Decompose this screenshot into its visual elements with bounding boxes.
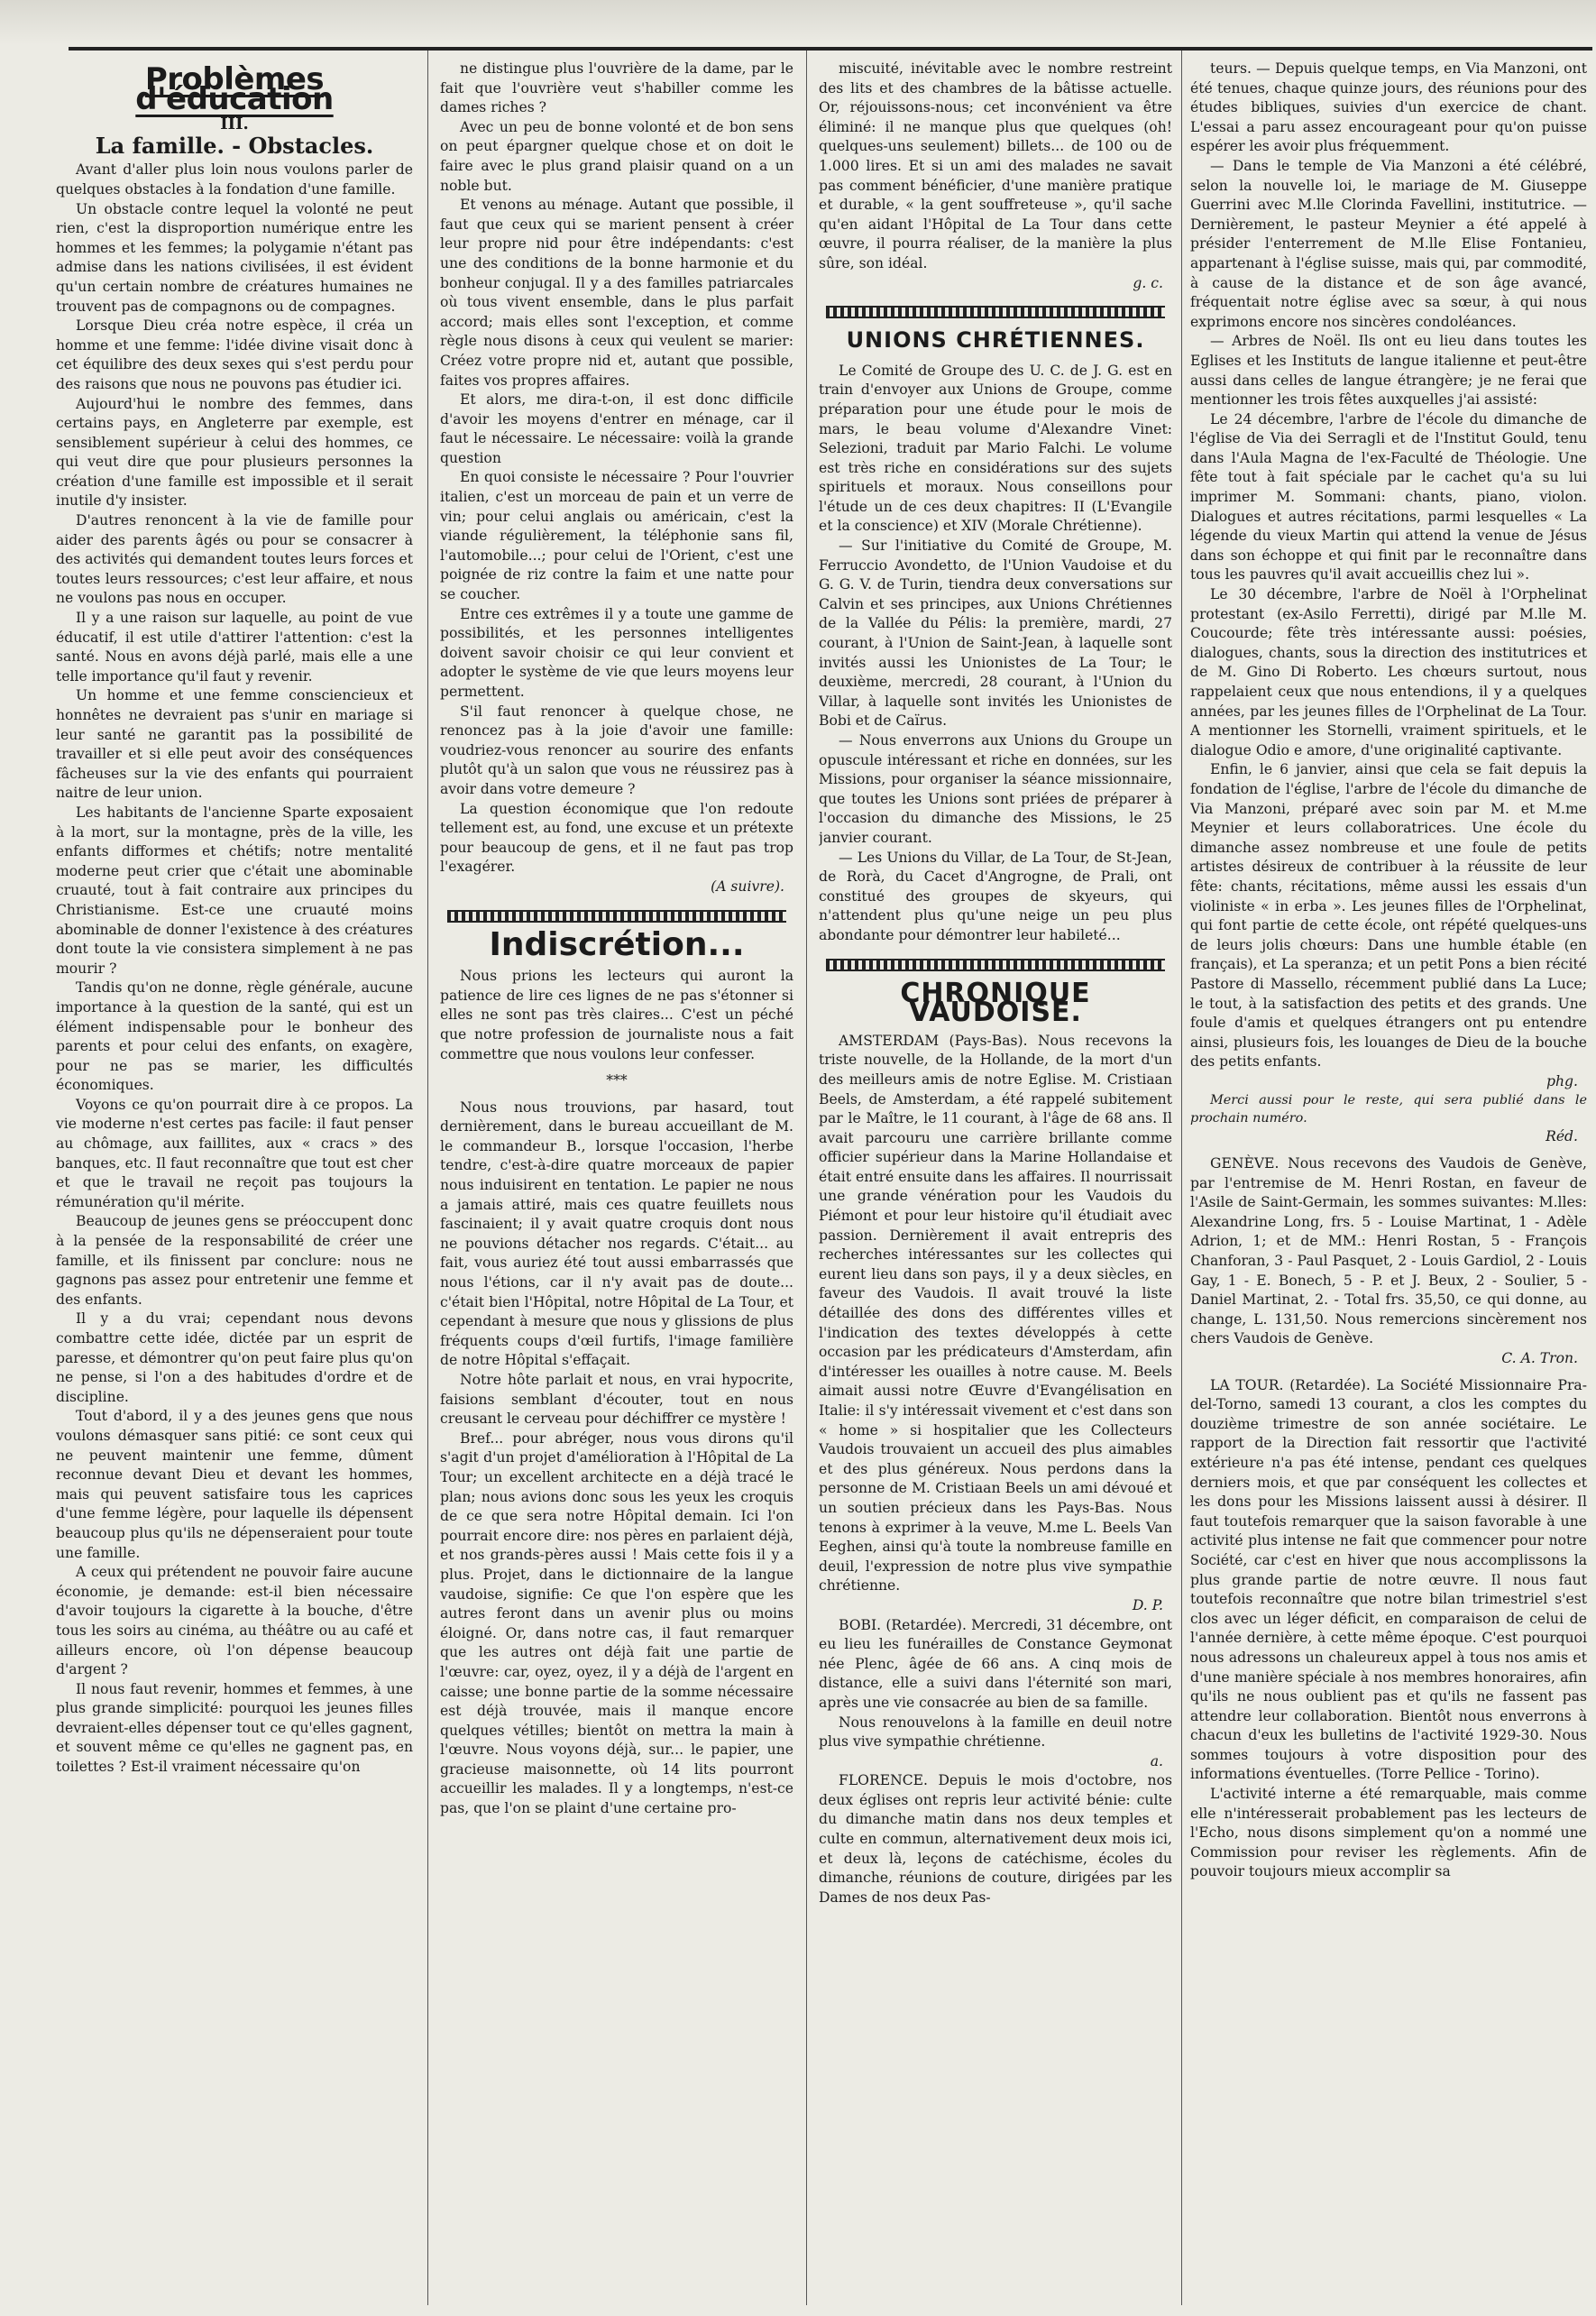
paragraph: Voyons ce qu'on pourrait dire à ce propos. La vie moderne n'est certes pas facile: il faut penser au chômage, aux faillites, aux « cracs » des banques, etc. Il faut reconnaître que tout est cher et que le travail ne reçoit pas toujours la rémunération qu'il mérite. — [56, 1096, 413, 1210]
paragraph: A ceux qui prétendent ne pouvoir faire aucune économie, je demande: est-il bien nécessaire d'avoir toujours la cigarette à la bouche, d'être tous les soirs au cinéma, au théâtre ou au café et ailleurs encore, où l'on dépense beaucoup d'argent ? — [56, 1564, 413, 1678]
paragraph: Il nous faut revenir, hommes et femmes, à une plus grande simplicité: pourquoi les jeunes filles devraient-elles dépenser tout ce qu'elles gagnent, et souvent même ce qu'elles ne gagnent pas, en toilettes ? Est-il vraiment nécessaire qu'on — [56, 1680, 413, 1776]
paragraph: Aujourd'hui le nombre des femmes, dans certains pays, en Angleterre par exemple, est sensiblement supérieur à celui des hommes, ce qui veut dire que pour plusieurs personnes la création d'une famille est impossible et il serait inutile d'y insister. — [56, 395, 413, 510]
paragraph: — Dans le temple de Via Manzoni a été célébré, selon la nouvelle loi, le mariage de M. Giuseppe Guerrini avec M.lle Clorinda Favellini, institutrice. — Dernièrement, le pasteur Meynier a été appelé à présider l'enterrement de M.lle Elise Fontanieu, appartenant à l'église suisse, mais qui, par commodité, à cause de la distance et de son âge avancé, fréquentait notre église avec sa sœur, à qui nous exprimons encore nos sincères condoléances. — [1190, 157, 1587, 330]
column-divider — [1181, 51, 1182, 2305]
paragraph: FLORENCE. Depuis le mois d'octobre, nos deux églises ont repris leur activité bénie: culte du dimanche matin dans nos deux temples et culte en commun, alternativement deux mois ici, et deux là, leçons de catéchisme, écoles du dimanche, réunions de couture, dirigées par les Dames de nos deux Pas- — [819, 1772, 1172, 1906]
paragraph: S'il faut renoncer à quelque chose, ne renoncez pas à la joie d'avoir une famille: voudriez-vous renoncer au sourire des enfants plutôt qu'à un salon que vous ne réussirez pas à avoir dans votre demeure ? — [440, 703, 793, 797]
paragraph: L'activité interne a été remarquable, mais comme elle n'intéresserait probablement pas les lecteurs de l'Echo, nous disons simplement qu'on a nommé une Commission pour reviser les règlements. Afin de pouvoir toujours mieux accomplir sa — [1190, 1786, 1587, 1880]
paragraph: Lorsque Dieu créa notre espèce, il créa un homme et une femme: l'idée divine visait donc à cet équilibre des deux sexes qui s'est perdu pour des raisons que nous ne pouvons pas étudier ici. — [56, 317, 413, 392]
signature: phg. — [1546, 1072, 1578, 1089]
paragraph: teurs. — Depuis quelque temps, en Via Manzoni, ont été tenues, chaque quinze jours, des réunions pour des études bibliques, suivies d'un exercice de chant. L'essai a paru assez encourageant pour qu'on puisse espérer les avoir plus fréquemment. — [1190, 60, 1587, 155]
paragraph: — Nous enverrons aux Unions du Groupe un opuscule intéressant et riche en données, sur les Missions, pour organiser la séance missionnaire, que toutes les Unions sont priées de préparer à l'occasion du dimanche des Missions, le 25 janvier courant. — [819, 732, 1172, 846]
paragraph: miscuité, inévitable avec le nombre restreint des lits et des chambres de la bâtisse actuelle. Or, réjouissons-nous; cet inconvénient va être éliminé: il ne manque plus que quelques (oh! quelques-uns seulement) billets... de 100 ou de 1.000 lires. Et si un ami des malades ne savait pas comment bénéficier, d'une manière pratique et durable, « la gent souffreteuse », qu'il sache qu'en aidant l'Hôpital de La Tour dans cette œuvre, il pourra réaliser, de la manière la plus sûre, son idéal. — [819, 60, 1172, 271]
paragraph: Notre hôte parlait et nous, en vrai hypocrite, faisions semblant d'écouter, tout en nous creusant le cerveau pour déchiffrer ce mystère ! — [440, 1372, 793, 1428]
paragraph: Nous nous trouvions, par hasard, tout dernièrement, dans le bureau accueillant de M. le commandeur B., lorsque l'occasion, l'herbe tendre, c'est-à-dire quatre morceaux de papier nous induisirent en tentation. Le papier ne nous a jamais attiré, mais ces quatre feuillets nous fascinaient; il y avait quatre croquis dont nous ne pouvions détacher nos regards. C'était... au fait, vous auriez été tout aussi embarrassés que nous l'étions, car il n'y avait pas de doute... c'était bien l'Hôpital, notre Hôpital de La Tour, et cependant à mesure que nous y glissions de plus fréquents coups d'œil furtifs, l'image familière de notre Hôpital s'effaçait. — [440, 1098, 793, 1369]
paragraph: BOBI. (Retardée). Mercredi, 31 décembre, ont eu lieu les funérailles de Constance Geymonat née Plenc, âgée de 66 ans. A cinq mois de distance, elle a suivi dans l'éternité son mari, après une vie consacrée au bien de sa famille. — [819, 1616, 1172, 1711]
column-2 — [440, 60, 793, 2305]
paragraph: Beaucoup de jeunes gens se préoccupent donc à la pensée de la responsabilité de créer une famille, et ils finissent par conclure: nous ne gagnons pas assez pour entretenir une femme et des enfants. — [56, 1213, 413, 1308]
paragraph: Nous renouvelons à la famille en deuil notre plus vive sympathie chrétienne. — [819, 1714, 1172, 1751]
intro-paragraph: Nous prions les lecteurs qui auront la patience de lire ces lignes de ne pas s'étonner si elles ne sont pas très claires... C'est un péché que notre profession de journaliste nous a fait commettre que nous voulons leur confesser. — [440, 968, 793, 1062]
paragraph: Un homme et une femme consciencieux et honnêtes ne devraient pas s'unir en mariage si leur santé ne garantit pas la possibilité de travailler et si elle peut avoir des conséquences fâcheuses sur la vie des enfants qui pourraient naitre de leur union. — [56, 687, 413, 802]
to-be-continued: (A suivre). — [711, 878, 784, 895]
article-title: Problèmes d'éducation — [135, 61, 334, 117]
paragraph: Avec un peu de bonne volonté et de bon sens on peut épargner quelque chose et on doit le faire avec le plus grand plaisir quand on a un noble but. — [440, 118, 793, 194]
paper-top-edge — [0, 0, 1596, 45]
paragraph: Avant d'aller plus loin nous voulons parler de quelques obstacles à la fondation d'une famille. — [56, 161, 413, 198]
signature: g. c. — [1133, 274, 1163, 291]
paragraph: D'autres renoncent à la vie de famille pour aider des parents âgés ou pour se consacrer à des activités qui demandent toutes leurs forces et toutes leurs ressources; c'est leur affaire, et nous ne voulons pas nous en occuper. — [56, 512, 413, 607]
section-separator — [447, 910, 786, 923]
editor-signature: Réd. — [1546, 1128, 1578, 1145]
signature: a. — [1150, 1752, 1163, 1769]
editor-note: Merci aussi pour le reste, qui sera publié dans le prochain numéro. — [1190, 1093, 1587, 1126]
signature: C. A. Tron. — [1501, 1350, 1578, 1366]
separator-stars: *** — [606, 1072, 628, 1089]
paragraph: — Arbres de Noël. Ils ont eu lieu dans toutes les Eglises et les Instituts de langue italienne et peut-être aussi dans celles de langue étrangère; je ne ferai que mentionner les trois fêtes auxquelles j'ai assisté: — [1190, 333, 1587, 409]
section-title-chronique: CHRONIQUE VAUDOISE. — [900, 977, 1091, 1029]
paragraph: — Sur l'initiative du Comité de Groupe, M. Ferruccio Avondetto, de l'Union Vaudoise et du G. G. V. de Turin, tiendra deux conversations sur Calvin et ses principes, aux Unions Chrétiennes de la Vallée du Pélis: la première, mardi, 27 courant, à l'Union de Saint-Jean, à laquelle sont invités aussi les Unionistes de La Tour; le deuxième, mercredi, 28 courant, à l'Union du Villar, à laquelle sont invités les Unionistes de Bobi et de Caïrus. — [819, 538, 1172, 730]
article-subtitle: La famille. - Obstacles. — [95, 132, 374, 159]
paragraph: ne distingue plus l'ouvrière de la dame, par le fait que l'ouvrière veut s'habiller comme les dames riches ? — [440, 60, 793, 116]
paragraph: Les habitants de l'ancienne Sparte exposaient à la mort, sur la montagne, près de la ville, les enfants difformes et chétifs; notre mentalité moderne peut crier que c'était une abominable cruauté, tout à fait contraire aux principes du Christianisme. Est-ce une cruauté moins abominable de donner l'existence à des créatures dont toute la vie consistera simplement à ne pas mourir ? — [56, 804, 413, 977]
column-3 — [819, 60, 1172, 2305]
paragraph: AMSTERDAM (Pays-Bas). Nous recevons la triste nouvelle, de la Hollande, de la mort d'un des meilleurs amis de notre Eglise. M. Cristiaan Beels, de Amsterdam, a été rappelé subitement par le Maître, le 11 courant, à l'âge de 68 ans. Il avait parcouru une carrière brillante comme officier supérieur dans la Marine Hollandaise et était entré ensuite dans les affaires. Il nourrissait une grande vénération pour les Vaudois du Piémont et pour leur histoire qu'il étudiait avec passion. Dernièrement il avait entrepris des recherches intéressantes sur les collectes qui eurent lieu dans son pays, il y a deux siècles, en faveur des Vaudois. Il avait trouvé la liste détaillée des dons des différentes villes et l'indication des textes développés à cette occasion par les prédicateurs d'Amsterdam, afin d'intéresser les ouailles à notre cause. M. Beels aimait aussi notre Œuvre d'Evangélisation en Italie: il s'y intéressait vivement et c'est dans son « home » si hospitalier que les Collecteurs Vaudois trouvaient un accueil des plus aimables et des plus généreux. Nous perdons dans la personne de M. Cristiaan Beels un ami dévoué et un soutien précieux dans les Pays-Bas. Nous tenons à exprimer à la veuve, M.me L. Beels Van Eeghen, ainsi qu'à toute la nombreuse famille en deuil, l'expression de notre plus vive sympathie chrétienne. — [819, 1032, 1172, 1595]
paragraph: Le 24 décembre, l'arbre de l'école du dimanche de l'église de Via dei Serragli et de l'Institut Gould, tenu dans l'Aula Magna de l'ex-Faculté de Théologie. Une fête tout à fait spéciale par le cachet qu'a su lui imprimer M. Sommani: chants, piano, violon. Dialogues et autres récitations, parmi lesquelles « La légende du vieux Martin qui attend la venue de Jésus dans son échoppe et qui finit par le reconnaître dans tous les pauvres qu'il avait accueillis chez lui ». — [1190, 410, 1587, 584]
section-separator — [826, 306, 1165, 318]
article-part-number: III. — [220, 115, 249, 134]
section-separator — [826, 959, 1165, 971]
paragraph: Et venons au ménage. Autant que possible, il faut que ceux qui se marient pensent à créer leur propre nid pour être indépendants: c'est une des conditions de la bonne harmonie et du bonheur conjugal. Il y a des familles patriarcales où tous vivent ensemble, dans le plus parfait accord; mais elles sont l'exception, et comme règle nous disons à ceux qui veulent se marier: Créez votre propre nid et, autant que possible, faites vos propres affaires. — [440, 197, 793, 389]
florence-report — [1190, 60, 1587, 1072]
la-tour-report — [1190, 1376, 1587, 1882]
section-title-unions: UNIONS CHRÉTIENNES. — [846, 327, 1145, 354]
unions-body — [819, 362, 1172, 946]
top-rule — [69, 47, 1592, 51]
paragraph: En quoi consiste le nécessaire ? Pour l'ouvrier italien, c'est un morceau de pain et un verre de vin; pour celui anglais ou américain, c'est la viande régulièrement, la téléphonie sans fil, l'automobile...; pour celui de l'Orient, c'est une poignée de riz contre la faim et une natte pour se coucher. — [440, 469, 793, 603]
article-body-continued — [440, 60, 793, 878]
paragraph: Entre ces extrêmes il y a toute une gamme de possibilités, et les personnes intelligentes doivent savoir choisir ce qui leur convient et adopter le système de vie que leurs moyens leur permettent. — [440, 605, 793, 700]
paragraph: Enfin, le 6 janvier, ainsi que cela se fait depuis la fondation de l'église, l'arbre de l'école du dimanche de Via Manzoni, préparé avec soin par M. et M.me Meynier et leurs collaboratrices. Une école du dimanche assez nombreuse et une foule de petits artistes désireux de contribuer à la réussite de leur fête: chants, récitations, même aussi les essais d'un violiniste « in erba ». Les jeunes filles de l'Orphelinat, qui font partie de cette école, ont répété quelques-uns de leurs jolis chœurs: Dans une humble étable (en français), et La speranza; et un petit Pons a bien récité Pastore di Massello, récemment publié dans La Luce; le tout, à la satisfaction des petits et des grands. Une foule d'amis et quelques étrangers ont pu entendre ainsi, plusieurs fois, les louanges de Dieu de la bouche des petits enfants. — [1190, 761, 1587, 1071]
geneve-report — [1190, 1154, 1587, 1349]
hospital-article-end — [819, 60, 1172, 274]
column-divider — [806, 51, 807, 2305]
paragraph: GENÈVE. Nous recevons des Vaudois de Genève, par l'entremise de M. Henri Rostan, en faveur de l'Asile de Saint-Germain, les sommes suivantes: M.lles: Alexandrine Long, frs. 5 - Louise Martinat, 1 - Adèle Adrion, 1; et de MM.: Henri Rostan, 5 - François Chanforan, 3 - Paul Pasquet, 2 - Louis Gardiol, 2 - Louis Gay, 1 - E. Bonech, 5 - P. et J. Beux, 2 - Soulier, 5 - Daniel Martinat, 2. - Total frs. 35,50, ce qui donne, au change, L. 131,50. Nous remercions sincèrement nos chers Vaudois de Genève. — [1190, 1155, 1587, 1347]
paragraph: Et alors, me dira-t-on, il est donc difficile d'avoir les moyens d'entrer en ménage, car il faut le nécessaire. Le nécessaire: voilà la grande question — [440, 391, 793, 466]
paragraph: Tout d'abord, il y a des jeunes gens que nous voulons démasquer sans pitié: ce sont ceux qui ne peuvent maintenir une femme, dûment reconnue devant Dieu et devant les hommes, mais qui peuvent satisfaire tous les caprices d'une femme légère, pour laquelle ils dépensent beaucoup plus qu'ils ne dépenseraient pour toute une famille. — [56, 1408, 413, 1561]
paragraph: Il y a une raison sur laquelle, au point de vue éducatif, il est utile d'attirer l'attention: c'est la santé. Nous en avons déjà parlé, mais elle a une telle importance qu'il faut y revenir. — [56, 610, 413, 685]
paragraph: Le Comité de Groupe des U. C. de J. G. est en train d'envoyer aux Unions de Groupe, comme préparation pour une étude pour le mois de mars, le beau volume d'Alexandre Vinet: Selezioni, traduit par Mario Falchi. Le volume est très riche en considérations sur des sujets spirituels et moraux. Nous conseillons pour l'étude un de ces deux chapitres: II (L'Evangile et la conscience) et XIV (Morale Chrétienne). — [819, 362, 1172, 535]
column-1 — [56, 60, 413, 2305]
column-divider — [427, 51, 428, 2305]
paragraph: Tandis qu'on ne donne, règle générale, aucune importance à la question de la santé, qui est un élément indispensable pour le bonheur des parents et pour celui des enfants, on exagère, pour ne pas se marier, les difficultés économiques. — [56, 979, 413, 1094]
paragraph: La question économique que l'on redoute tellement est, au fond, une excuse et un prétexte pour beaucoup de gens, et il ne faut pas trop l'exagérer. — [440, 800, 793, 876]
indiscretion-body — [440, 1098, 793, 1819]
paragraph: Le 30 décembre, l'arbre de Noël à l'Orphelinat protestant (ex-Asilo Ferretti), dirigé par M.lle M. Coucourde; fête très intéressante aussi: poésies, dialogues, chants, sous la direction des institutrices et de M. Gino Di Roberto. Les chœurs surtout, nous rappelaient ceux que nous entendions, il y a quelques années, par les jeunes filles de l'Orphelinat de La Tour. A mentionner les Stornelli, vraiment spirituels, et le dialogue Odio e amore, d'une originalité captivante. — [1190, 586, 1587, 758]
signature: D. P. — [1132, 1596, 1163, 1613]
paragraph: Il y a du vrai; cependant nous devons combattre cette idée, dictée par un esprit de paresse, et démontrer qu'on peut faire plus qu'on ne pense, si l'on a des habitudes d'ordre et de discipline. — [56, 1310, 413, 1405]
paragraph: — Les Unions du Villar, de La Tour, de St-Jean, de Rorà, du Cacet d'Angrogne, de Prali, ont constitué des groupes de skyeurs, qui n'attendent plus qu'une neige un peu plus abondante pour démontrer leur habileté... — [819, 849, 1172, 943]
section-title-indiscretion: Indiscrétion... — [489, 925, 745, 963]
column-4 — [1190, 60, 1587, 2305]
paragraph: Bref... pour abréger, nous vous dirons qu'il s'agit d'un projet d'amélioration à l'Hôpital de La Tour; un excellent architecte en a déjà tracé le plan; nous avions donc sous les yeux les croquis de ce que sera notre Hôpital demain. Ici l'on pourrait encore dire: nos pères en parlaient déjà, et nos grands-pères aussi ! Mais cette fois il y a plus. Projet, dans le dictionnaire de la langue vaudoise, signifie: Ce que l'on espère que les autres feront dans un avenir plus ou moins éloigné. Or, dans notre cas, il faut remarquer que les autres ont déjà fait une partie de l'œuvre: car, oyez, oyez, il y a déjà de l'argent en caisse; une bonne partie de la somme nécessaire est déjà trouvée, mais il manque encore quelques vétilles; bientôt on mettra la main à l'œuvre. Nous voyons déjà, sur... le papier, une gracieuse maisonnette, où 14 lits pourront accueillir les malades. Il y a longtemps, n'est-ce pas, que l'on se plaint d'une certaine pro- — [440, 1429, 793, 1817]
article-body — [56, 161, 413, 1777]
chronique-body — [819, 1032, 1172, 1908]
paragraph: LA TOUR. (Retardée). La Société Missionnaire Pra-del-Torno, samedi 13 courant, a clos les comptes du douzième trimestre de son année sociétaire. Le rapport de la Direction fait ressortir que l'activité extérieure n'a pas été intense, pendant ces quelques derniers mois, et que par conséquent les collectes et les dons pour les Missions laissent aussi à désirer. Il faut toutefois remarquer que la saison favorable à une activité plus intense ne fait que commencer pour notre Société, car c'est en hiver que nous accomplissons la plus grande partie de notre œuvre. Il nous faut toutefois reconnaître que notre bilan trimestriel s'est clos avec un léger déficit, en comparaison de celui de l'année dernière, à cette même époque. C'est pourquoi nous adressons un chaleureux appel à tous nos amis et d'une manière spéciale à nos membres honoraires, afin qu'ils ne nous oublient pas et qu'ils ne fassent pas attendre leur collaboration. Bientôt nous enverrons à chacun d'eux les bulletins de l'activité 1929-30. Nous sommes toujours à votre disposition pour des informations éventuelles. (Torre Pellice - Torino). — [1190, 1376, 1587, 1783]
paragraph: Un obstacle contre lequel la volonté ne peut rien, c'est la disproportion numérique entre les hommes et les femmes; la polygamie n'étant pas admise dans les nations civilisées, il est évident qu'un certain nombre de créatures humaines ne trouvent pas de compagnons ou de compagnes. — [56, 200, 413, 315]
